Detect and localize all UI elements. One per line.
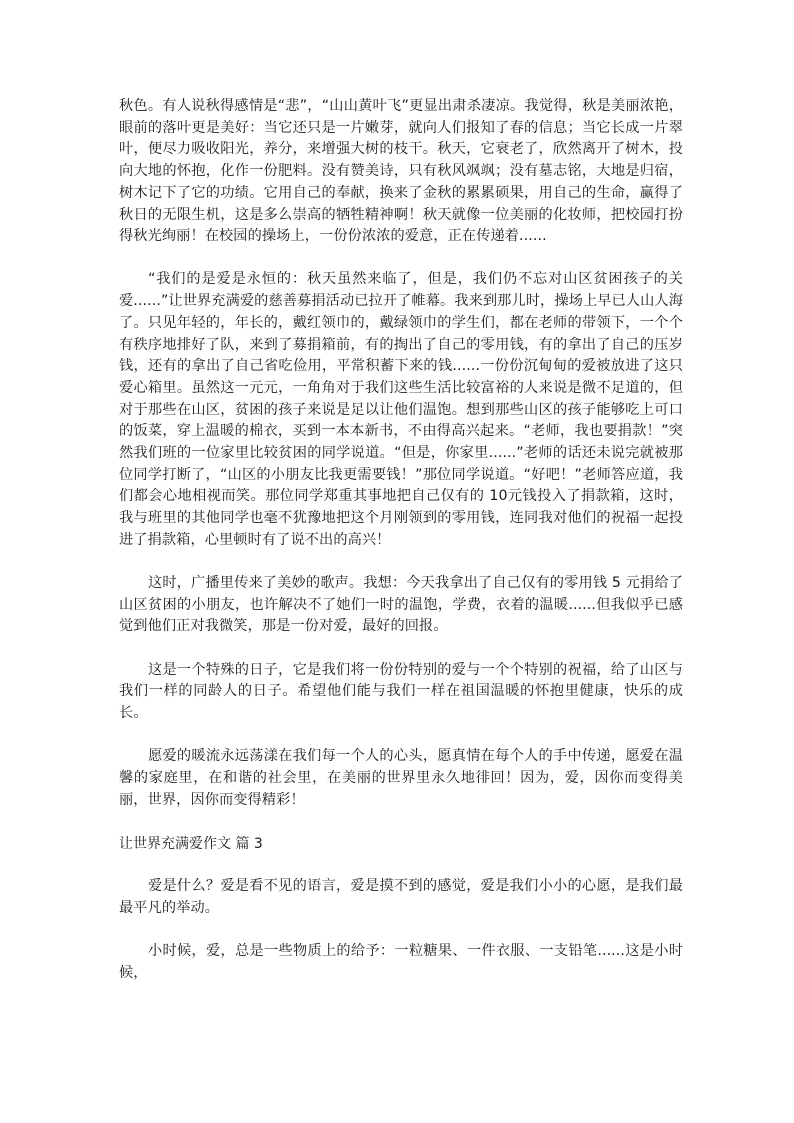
paragraph-broadcast-song: 这时，广播里传来了美妙的歌声。我想：今天我拿出了自己仅有的零用钱 5 元捐给了山区贫困的小朋友，也许解决不了她们一时的温饱，学费，衣着的温暖......但我似乎已感觉到他们正对我微笑，那是一份对爱，最好的回报。: [119, 575, 683, 635]
paragraph-gap: [119, 552, 683, 574]
paragraph-gap: [119, 855, 683, 877]
paragraph-gap: [119, 638, 683, 660]
paragraph-childhood: 小时候，爱，总是一些物质上的给予：一粒糖果、一件衣服、一支铅笔......这是小时候，: [119, 943, 683, 981]
paragraph-gap: [119, 920, 683, 942]
paragraph-gap: [119, 725, 683, 747]
paragraph-charity-donation: “我们的是爱是永恒的：秋天虽然来临了，但是，我们仍不忘对山区贫困孩子的关爱......”让世界充满爱的慈善募捐活动已拉开了帷幕。我来到那儿时，操场上早已人山人海了。只见年轻的，年长的，戴红领巾的，戴绿领巾的学生们，都在老师的带领下，一个个有秩序地排好了队，来到了募捐箱前，有的掏出了自己的零用钱，有的拿出了自己的压岁钱，还有的拿出了自己省吃俭用，平常积蓄下来的钱......一份份沉甸甸的爱被放进了这只爱心箱里。虽然这一元元，一角角对于我们这些生活比较富裕的人来说是微不足道的，但对于那些在山区，贫困的孩子来说是足以让他们温饱。想到那些山区的孩子能够吃上可口的饭菜，穿上温暖的棉衣，买到一本本新书，不由得高兴起来。“老师，我也要捐款！”突然我们班的一位家里比较贫困的同学说道。“但是，你家里......”老师的话还未说完就被那位同学打断了，“山区的小朋友比我更需要钱！”那位同学说道。“好吧！”老师答应道，我们都会心地相视而笑。那位同学郑重其事地把自己仅有的 10元钱投入了捐款箱，这时，我与班里的其他同学也毫不犹豫地把这个月刚领到的零用钱，连同我对他们的祝福一起投进了捐款箱，心里顿时有了说不出的高兴！: [119, 271, 683, 548]
paragraph-what-is-love: 爱是什么？爱是看不见的语言，爱是摸不到的感觉，爱是我们小小的心愿，是我们最最平凡的举动。: [119, 878, 683, 917]
paragraph-autumn-leaves: 秋色。有人说秋得感情是“悲”，“山山黄叶飞”更显出肃杀凄凉。我觉得，秋是美丽浓艳，眼前的落叶更是美好：当它还只是一片嫩芽，就向人们报知了春的信息；当它长成一片翠叶，便尽力吸收阳光，养分，来增强大树的枝干。秋天，它衰老了，欣然离开了树木，投向大地的怀抱，化作一份肥料。没有赞美诗，只有秋风飒飒；没有墓志铭，大地是归宿，树木记下了它的功绩。它用自己的奉献，换来了金秋的累累硕果，用自己的生命，赢得了秋日的无限生机，这是多么崇高的牺牲精神啊！秋天就像一位美丽的化妆师，把校园打扮得秋光绚丽！在校园的操场上，一份份浓浓的爱意，正在传递着......: [119, 98, 683, 245]
section-heading: 让世界充满爱作文 篇 3: [119, 835, 263, 852]
paragraph-warm-love: 愿爱的暖流永远荡漾在我们每一个人的心头，愿真情在每个人的手中传递，愿爱在温馨的家庭里，在和谐的社会里，在美丽的世界里永久地徘回！因为，爱，因你而变得美丽，世界，因你而变得精彩！: [119, 748, 683, 808]
paragraph-gap: [119, 248, 683, 270]
paragraph-special-day: 这是一个特殊的日子，它是我们将一份份特别的爱与一个个特别的祝福，给了山区与我们一样的同龄人的日子。希望他们能与我们一样在祖国温暖的怀抱里健康，快乐的成长。: [119, 661, 683, 722]
document-body: [119, 96, 683, 985]
paragraph-gap: [119, 811, 683, 833]
